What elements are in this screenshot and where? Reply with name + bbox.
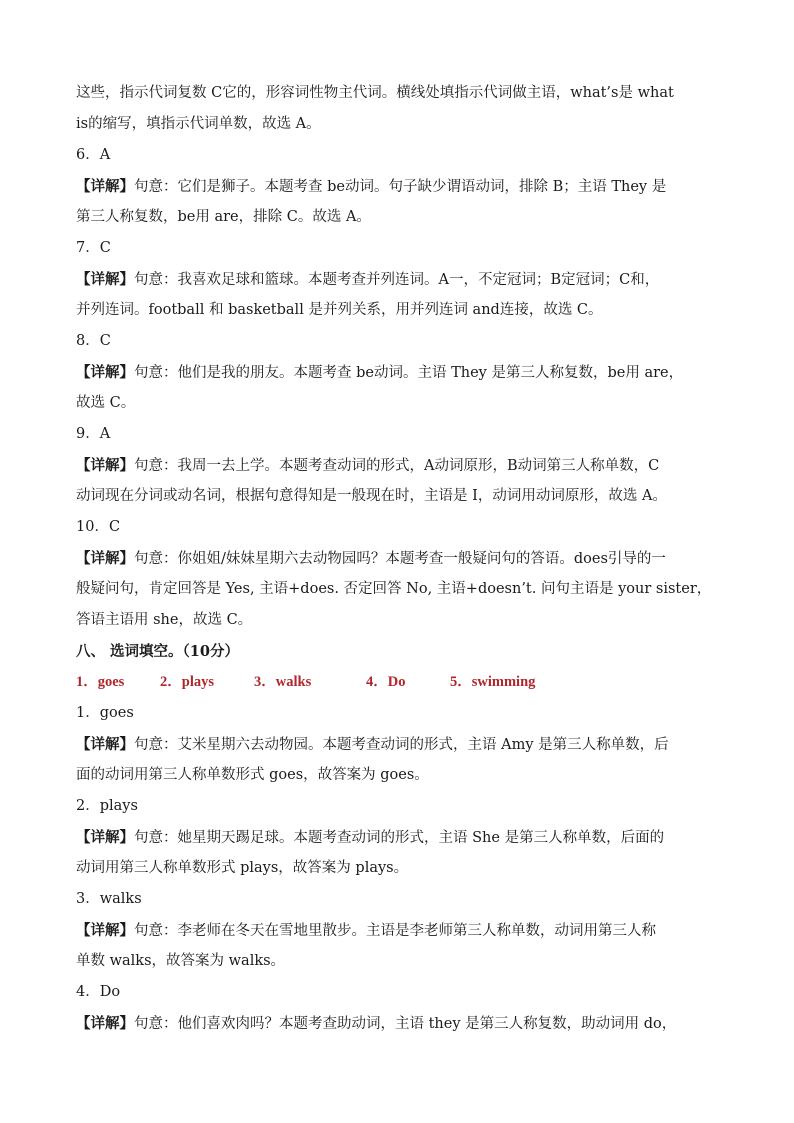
question-number: 1．goes [76,705,134,721]
answer-1: 1．goes [76,674,125,690]
text-line: 动词用第三人称单数形式 plays，故答案为 plays。 [76,860,409,876]
answer-key [76,667,724,698]
explanation-line [76,915,724,946]
detail-tag: 【详解】 [76,457,134,474]
explanation-line [76,729,724,760]
detail-tag: 【详解】 [76,364,134,381]
question-number: 3．walks [76,891,142,907]
explanation-line [76,1008,724,1039]
text-line: 般疑问句，肯定回答是 Yes, 主语+does. 否定回答 No, 主语+doesn’t. 问句主语是 your sister， [76,581,712,597]
text-line: 并列连词。football 和 basketball 是并列关系，用并列连词 and连接，故选 C。 [76,302,603,318]
explanation-line [76,171,724,202]
question-number: 4．Do [76,984,121,1000]
answer-2: 2．plays [160,674,214,690]
explanation-line [76,450,724,481]
answer-3: 3．walks [254,674,312,690]
explanation-line [76,357,724,388]
explanation-text: 句意：它们是狮子。本题考查 be动词。句子缺少谓语动词，排除 B；主语 They 是 [134,179,667,195]
text-line: 动词现在分词或动名词，根据句意得知是一般现在时，主语是 I，动词用动词原形，故选 A。 [76,488,667,504]
detail-tag: 【详解】 [76,271,134,288]
detail-tag: 【详解】 [76,178,134,195]
question-number: 9．A [76,426,111,442]
explanation-text: 句意：他们喜欢肉吗？本题考查助动词，主语 they 是第三人称复数，助动词用 do， [134,1016,677,1032]
explanation-text: 句意：她星期天踢足球。本题考查动词的形式，主语 She 是第三人称单数，后面的 [134,830,665,846]
answer-4: 4．Do [366,674,406,690]
explanation-line [76,822,724,853]
question-number: 8．C [76,333,111,349]
question-number: 2．plays [76,798,138,814]
question-number: 10．C [76,519,121,535]
explanation-text: 句意：他们是我的朋友。本题考查 be动词。主语 They 是第三人称复数，be用 are， [134,365,684,381]
text-line: 答语主语用 she，故选 C。 [76,612,253,628]
explanation-text: 句意：我喜欢足球和篮球。本题考查并列连词。A一，不定冠词；B定冠词；C和， [134,272,660,288]
text-line: is的缩写，填指示代词单数，故选 A。 [76,116,321,132]
detail-tag: 【详解】 [76,1015,134,1032]
explanation-line [76,264,724,295]
detail-tag: 【详解】 [76,550,134,567]
text-line: 第三人称复数，be用 are，排除 C。故选 A。 [76,209,371,225]
text-line: 这些，指示代词复数 C它的，形容词性物主代词。横线处填指示代词做主语，what’s是 what [76,85,674,101]
explanation-text: 句意：艾米星期六去动物园。本题考查动词的形式，主语 Amy 是第三人称单数，后 [134,737,669,753]
explanation-text: 句意：你姐姐/妹妹星期六去动物园吗？本题考查一般疑问句的答语。does引导的一 [134,551,666,567]
text-line: 面的动词用第三人称单数形式 goes，故答案为 goes。 [76,767,429,783]
section-title: 八、 选词填空。（10分） [76,643,239,660]
detail-tag: 【详解】 [76,829,134,846]
text-line: 故选 C。 [76,395,136,411]
explanation-line [76,543,724,574]
answer-5: 5．swimming [450,674,536,690]
detail-tag: 【详解】 [76,922,134,939]
explanation-text: 句意：李老师在冬天在雪地里散步。主语是李老师第三人称单数，动词用第三人称 [134,923,656,939]
question-number: 7．C [76,240,111,256]
detail-tag: 【详解】 [76,736,134,753]
text-line: 单数 walks，故答案为 walks。 [76,953,286,969]
question-number: 6．A [76,147,111,163]
explanation-text: 句意：我周一去上学。本题考查动词的形式，A动词原形，B动词第三人称单数，C [134,458,660,474]
